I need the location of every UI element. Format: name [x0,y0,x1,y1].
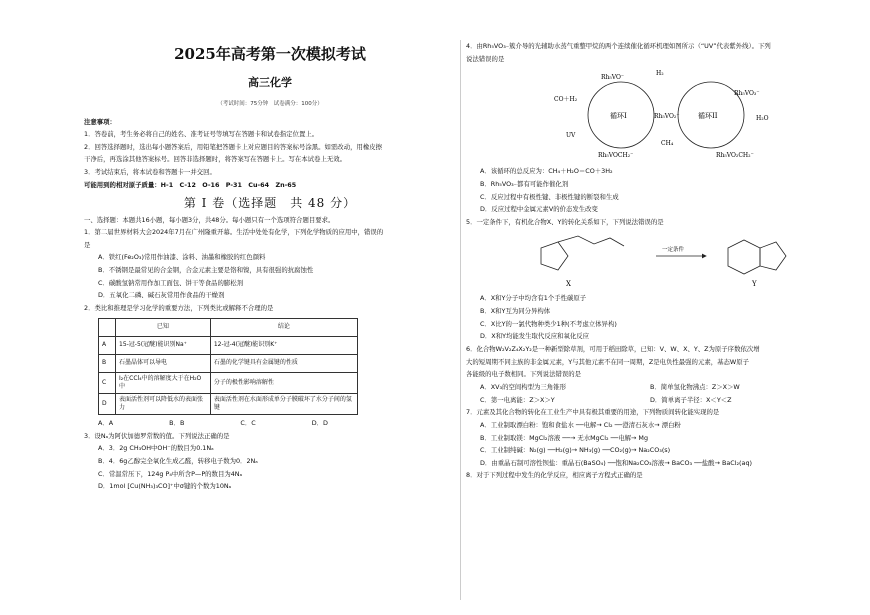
q6-option-d: D．简单离子半径：X＜Y＜Z [650,395,732,404]
note-line: 1．答卷前，考生务必将自己的姓名、准考证号等填写在答题卡和试卷指定位置上。 [84,130,319,139]
q6-stem-cont: 大的短周期不同主族的非金属元素，Y与其他元素不在同一周期，Z是电负性最强的元素，基态W原子 [466,357,750,366]
table-cell: 15-冠-5(冠醚)能识别Na⁺ [116,336,211,354]
molecule-label: CO＋H₂ [554,96,578,104]
table-cell: I₂在CCl₄中的溶解度大于在H₂O中 [116,372,211,393]
q3-option-d: D．1mol [Cu(NH₃)₃CO]⁺中σ键的个数为10Nₐ [98,482,232,491]
q1-stem-cont: 是 [84,240,91,249]
q5-stem: 5．一定条件下，有机化合物X、Y的转化关系如下，下列说法错误的是 [466,217,664,226]
q5-option-c: C．X比Y的一氯代物种类少1种(不考虑立体异构) [480,319,617,328]
q7-option-a: A．工业制取漂白粉：饱和食盐水 ──电解→ Cl₂ ──澄清石灰水→ 漂白粉 [480,420,681,429]
atomic-masses: 可能用到的相对原子质量：H-1 C-12 O-16 P-31 Cu-64 Zn-65 [84,180,297,189]
q6-option-b: B．简单氢化物沸点：Z＞X＞W [650,382,740,391]
q4-catalytic-cycle-diagram [506,65,796,163]
q2-choice-b: B．B [169,419,185,428]
table-cell: 表面活性剂在水面形成单分子膜破坏了水分子间的氢键 [210,393,357,414]
q1-option-a: A．铁红(Fe₂O₃)常用作油漆、涂料、油墨和橡胶的红色颜料 [98,253,266,262]
molecule-x-ring [541,242,568,270]
molecule-label: H₂O [756,115,769,123]
q8-stem: 8．对于下列过程中发生的化学反应，相应离子方程式正确的是 [466,471,643,480]
q3-option-a: A．3．2g CH₃OH中OH⁻的数目为0.1Nₐ [98,444,214,453]
q5-reaction-diagram [506,228,806,290]
q5-option-a: A．X和Y分子中均含有1个手性碳原子 [480,294,587,303]
q1-option-d: D．五氧化二磷、碱石灰常用作食品的干燥剂 [98,291,225,300]
q6-stem-cont: 各能级的电子数相同。下列说法错误的是 [466,370,582,379]
table-row [99,336,358,354]
q7-option-d: D．由重晶石制可溶性钡盐：重晶石(BaSO₄) ──饱和Na₂CO₃溶液→ BaCO₃ ──盐酸→ BaCl₂(aq) [480,458,753,467]
cycle-1-label: 循环I [610,112,627,121]
species-label: Rh₅VO₂CH₂⁻ [716,152,754,160]
column-divider [460,40,461,600]
q7-option-c: C．工业制纯碱：N₂(g) ──H₂(g)→ NH₃(g) ──CO₂(g)→ Na₂CO₃(s) [480,446,671,455]
subject-title: 高三化学 [248,76,292,90]
q7-option-b: B．工业制取镁：MgCl₂溶液 ──→ 无水MgCl₂ ──电解→ Mg [480,433,648,442]
q2-table [98,318,358,415]
molecule-y-label: Y [752,280,757,289]
table-header-row [99,318,358,336]
table-cell: A [99,336,116,354]
q4-option-c: C．反应过程中有极性键、非极性键的断裂和生成 [480,192,619,201]
q2-stem: 2．类比和推理是学习化学的重要方法，下列类比或解释不合理的是 [84,304,274,313]
reaction-condition: 一定条件 [662,247,685,254]
q1-option-c: C．碳酸氢钠常用作加工面包、饼干等食品的膨松剂 [98,278,244,287]
note-line: 干净后，再选涂其他答案标号。回答非选择题时，将答案写在答题卡上。写在本试卷上无效。 [84,155,347,164]
q4-stem-cont: 说法错误的是 [466,54,505,63]
table-cell: 表面活性剂可以降低水的表面张力 [116,393,211,414]
notes-heading: 注意事项： [84,117,116,126]
exam-meta: （考试时间：75分钟 试卷满分：100分） [217,101,323,108]
q2-choice-c: C．C [240,419,256,428]
q2-choices [84,419,328,428]
q5-option-b: B．X和Y互为同分异构体 [480,307,551,316]
table-header [99,318,116,336]
q4-option-b: B．Rh₅VO₃₋都有可能作催化剂 [480,179,569,188]
table-header: 结论 [210,318,357,336]
molecule-label: H₂ [656,70,664,78]
molecule-label: UV [566,132,576,140]
right-column [466,0,838,615]
species-label: Rh₅VO₂⁻ [654,113,680,121]
q4-option-d: D．反应过程中金属元素V的价态发生改变 [480,205,598,214]
q3-option-b: B．4．6g乙醇完全氧化生成乙醛，转移电子数为0．2Nₐ [98,456,258,465]
q3-option-c: C．常温常压下，124g P₄中所含P—P的数目为4Nₐ [98,469,243,478]
molecule-y-ring-2 [760,242,786,270]
table-header: 已知 [116,318,211,336]
q1-stem: 1．第二届世界材料大会2024年7月在广州隆重开幕。生活中处处有化学，下列化学物质的应用中，错误的 [84,228,384,237]
molecule-x-label: X [566,280,571,289]
table-row [99,372,358,393]
section-title: 第 I 卷（选择题 共 48 分） [183,196,357,211]
species-label: Rh₅VOCH₂⁻ [598,152,634,160]
q4-stem: 4．由Rh₅VO₃₋簇介导的光辅助水蒸气重整甲烷的两个连续催化循环机理如图所示（“UV”代表紫外线）。下列 [466,42,771,50]
q3-stem: 3．设Nₐ为阿伏加德罗常数的值。下列说法正确的是 [84,431,230,440]
table-cell: 12-冠-4(冠醚)能识别K⁺ [210,336,357,354]
table-cell: C [99,372,116,393]
q6-stem: 6．化合物W₂V₂Z₄X₂Y₂是一种新型除草剂，可用于稻田除草，已知：V、W、X、Y、Z为原子序数依次增 [466,345,760,354]
table-cell: 石墨的化学键具有金属键的性质 [210,354,357,372]
q4-option-a: A．该循环的总反应为：CH₄＋H₂O＝CO＋3H₂ [480,167,613,176]
table-row [99,354,358,372]
q1-option-b: B．不锈钢是最常见的合金钢，合金元素主要是铬和镍，具有很强的抗腐蚀性 [98,266,314,275]
table-cell: D [99,393,116,414]
q6-option-a: A．XV₃的空间构型为三角锥形 [480,382,566,391]
table-row [99,393,358,414]
q6-options-row [466,396,838,405]
species-label: Rh₅VO⁻ [601,74,625,82]
q6-option-c: C．第一电离能：Z＞X＞Y [480,395,555,404]
part-intro: 一、选择题：本题共16小题，每小题3分，共48分。每小题只有一个选项符合题目要求。 [84,215,335,224]
cycle-2-label: 循环II [698,112,718,121]
q7-stem: 7．元素及其化合物的转化在工业生产中具有极其重要的用途，下列物质间转化能实现的是 [466,408,720,417]
note-line: 2．回答选择题时，选出每小题答案后，用铅笔把答题卡上对应题目的答案标号涂黑。如需改动，用橡皮擦 [84,142,383,151]
left-column [84,0,456,615]
molecule-y-ring [728,240,760,274]
molecule-label: CH₄ [661,140,674,148]
q2-choice-a: A．A [98,419,114,428]
species-label: Rh₅VO₃⁻ [734,90,760,98]
table-cell: 石墨晶体可以导电 [116,354,211,372]
note-line: 3．考试结束后，将本试卷和答题卡一并交回。 [84,168,216,177]
exam-title: 2025年高考第一次模拟考试 [174,45,366,63]
molecule-x-chain [558,236,624,246]
table-cell: 分子的极性影响溶解性 [210,372,357,393]
q2-choice-d: D．D [311,419,328,428]
table-cell: B [99,354,116,372]
q6-options-row [466,383,838,392]
q5-option-d: D．X和Y均能发生取代反应和氧化反应 [480,332,590,341]
